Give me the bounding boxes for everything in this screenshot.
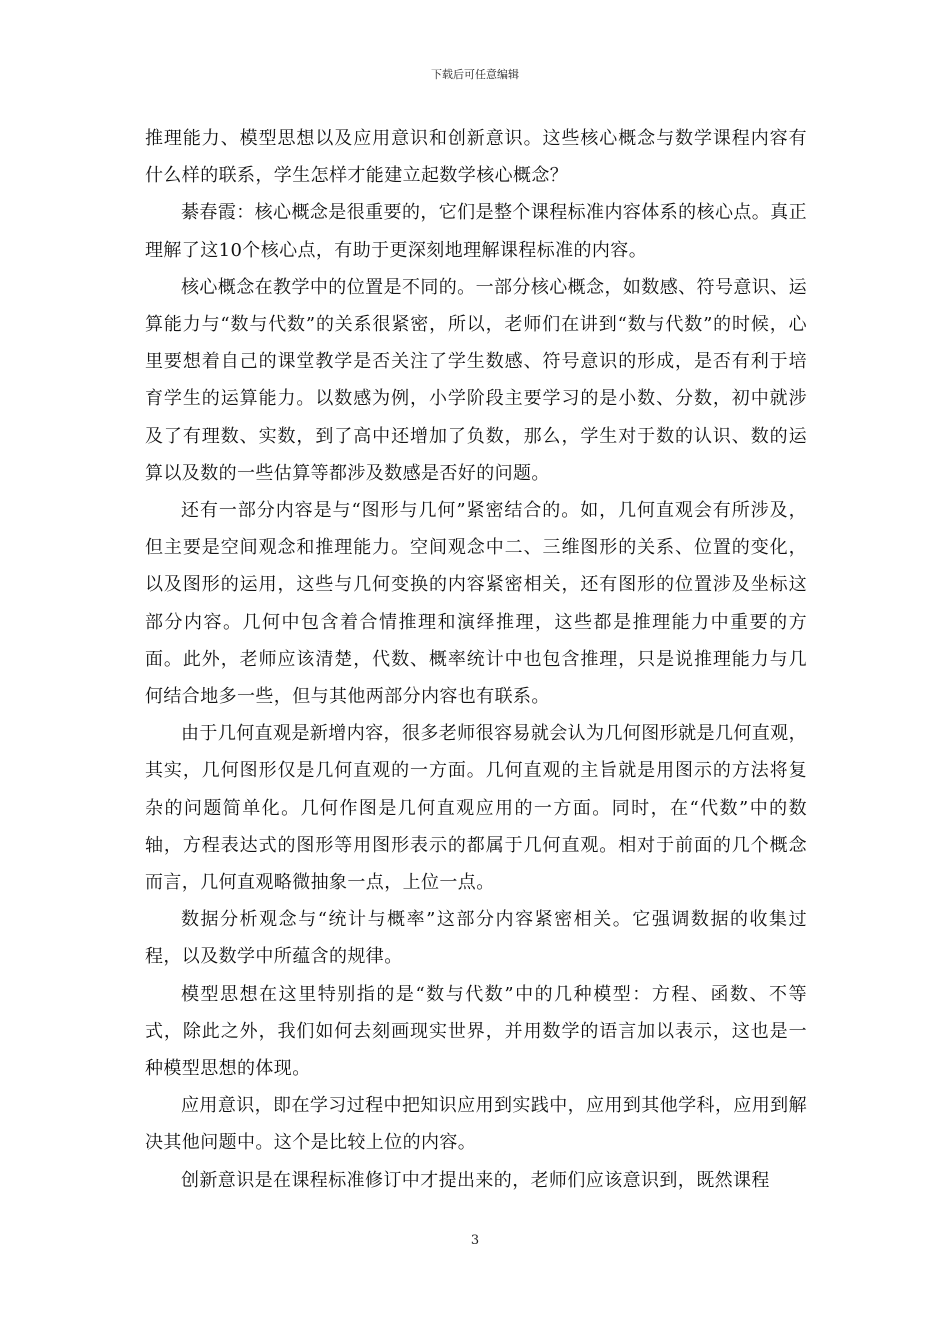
paragraph-geometry: 还有一部分内容是与“图形与几何”紧密结合的。如，几何直观会有所涉及，但主要是空间观念和推理能力。空间观念中二、三维图形的关系、位置的变化，以及图形的运用，这些与几何变换的内容紧密相关，还有图形的位置涉及坐标这部分内容。几何中包含着合情推理和演绎推理，这些都是推理能力中重要的方面。此外，老师应该清楚，代数、概率统计中也包含推理，只是说推理能力与几何结合地多一些，但与其他两部分内容也有联系。 bbox=[145, 500, 807, 708]
page-number: 3 bbox=[470, 1233, 480, 1248]
paragraph-answer-intro: 綦春霞：核心概念是很重要的，它们是整个课程标准内容体系的核心点。真正理解了这10个核心点，有助于更深刻地理解课程标准的内容。 bbox=[145, 202, 807, 261]
paragraph-innovation-awareness: 创新意识是在课程标准修订中才提出来的，老师们应该意识到，既然课程 bbox=[181, 1169, 770, 1191]
page-header: 下载后可任意编辑 bbox=[431, 68, 519, 81]
paragraph-continuation: 推理能力、模型思想以及应用意识和创新意识。这些核心概念与数学课程内容有什么样的联系，学生怎样才能建立起数学核心概念？ bbox=[145, 128, 807, 187]
document-body bbox=[145, 120, 807, 1199]
paragraph-geometric-intuition: 由于几何直观是新增内容，很多老师很容易就会认为几何图形就是几何直观，其实，几何图形仅是几何直观的一方面。几何直观的主旨就是用图示的方法将复杂的问题简单化。几何作图是几何直观应用的一方面。同时，在“代数”中的数轴，方程表达式的图形等用图形表示的都属于几何直观。相对于前面的几个概念而言，几何直观略微抽象一点，上位一点。 bbox=[145, 723, 807, 894]
paragraph-application-awareness: 应用意识，即在学习过程中把知识应用到实践中，应用到其他学科，应用到解决其他问题中。这个是比较上位的内容。 bbox=[145, 1095, 807, 1154]
paragraph-data-analysis: 数据分析观念与“统计与概率”这部分内容紧密相关。它强调数据的收集过程，以及数学中所蕴含的规律。 bbox=[145, 909, 807, 968]
paragraph-model-thinking: 模型思想在这里特别指的是“数与代数”中的几种模型：方程、函数、不等式，除此之外，我们如何去刻画现实世界，并用数学的语言加以表示，这也是一种模型思想的体现。 bbox=[145, 983, 807, 1080]
paragraph-number-algebra: 核心概念在教学中的位置是不同的。一部分核心概念，如数感、符号意识、运算能力与“数与代数”的关系很紧密，所以，老师们在讲到“数与代数”的时候，心里要想着自己的课堂教学是否关注了学生数感、符号意识的形成，是否有利于培育学生的运算能力。以数感为例，小学阶段主要学习的是小数、分数，初中就涉及了有理数、实数，到了高中还增加了负数，那么，学生对于数的认识、数的运算以及数的一些估算等都涉及数感是否好的问题。 bbox=[145, 276, 807, 484]
